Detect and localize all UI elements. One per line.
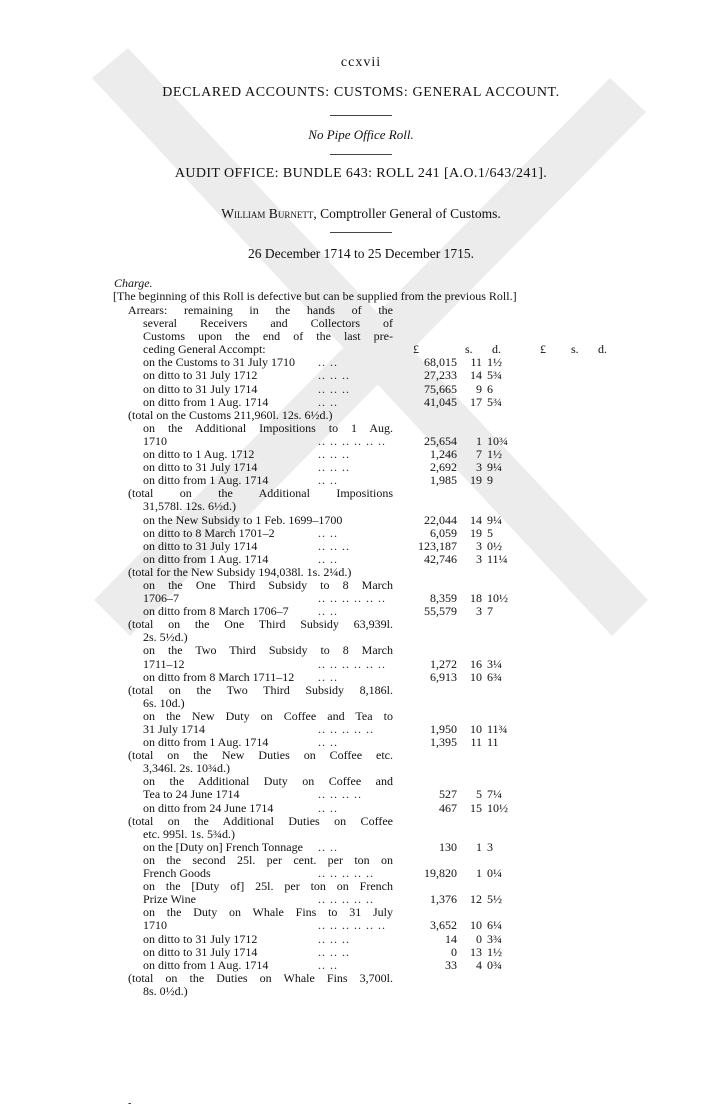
- leader-dots: .. ..: [318, 957, 338, 972]
- official-divider: [330, 232, 392, 233]
- entry-line: [0, 592, 722, 605]
- entry-line: [0, 815, 722, 828]
- entry-line: [0, 330, 722, 343]
- leader-dots: .. ..: [318, 525, 338, 540]
- amount-shillings: 14: [470, 368, 482, 383]
- entry-text: on ditto to 31 July 1714: [143, 944, 258, 959]
- amount-shillings: 3: [476, 551, 482, 566]
- amount-pence: 0½: [487, 538, 502, 553]
- entry-text: on ditto to 8 March 1701–2: [143, 525, 275, 540]
- entry-line: [0, 487, 722, 500]
- amount-pence: 11¾: [487, 722, 508, 736]
- amount-pence: 5¾: [487, 394, 502, 409]
- document-title: DECLARED ACCOUNTS: CUSTOMS: GENERAL ACCOUNT.: [162, 85, 560, 100]
- entry-text: on ditto from 1 Aug. 1714: [143, 473, 269, 488]
- amount-pounds: 1,376: [430, 892, 457, 907]
- entry-line: [0, 933, 722, 946]
- amount-pounds: 33: [445, 957, 457, 972]
- entry-line: [0, 919, 722, 932]
- entry-text: 3,346l. 2s. 10¾d.): [143, 761, 230, 776]
- entry-text: (total on the One Third Subsidy 63,939l.: [128, 618, 393, 632]
- entry-text: (total on the Customs 211,960l. 12s. 6½d.): [128, 407, 333, 422]
- leader-dots: .. ..: [318, 473, 338, 488]
- entry-text: on ditto from 8 March 1706–7: [143, 604, 289, 619]
- amount-shillings: 4: [476, 957, 482, 972]
- leader-dots: .. .. ..: [318, 368, 350, 383]
- leader-dots: .. ..: [318, 839, 338, 854]
- entry-line: [0, 369, 722, 382]
- amount-pounds: 14: [445, 931, 457, 946]
- entry-text: on the One Third Subsidy to 8 March: [143, 578, 393, 592]
- entry-line: [0, 959, 722, 972]
- amount-shillings: 11: [470, 355, 482, 370]
- amount-pounds: 3,652: [430, 918, 457, 933]
- leader-dots: .. .. .. .. .. ..: [318, 433, 386, 448]
- amount-shillings: 10: [470, 722, 482, 736]
- entry-text: etc. 995l. 1s. 5¾d.): [143, 826, 235, 841]
- amount-shillings: 3: [476, 460, 482, 475]
- amount-pence: 3¼: [487, 656, 502, 671]
- entry-text: 1706–7: [143, 591, 179, 606]
- entry-text: on the second 25l. per cent. per ton on: [143, 853, 393, 867]
- amount-pence: 11¼: [487, 551, 508, 566]
- entry-text: 8s. 0½d.): [143, 983, 188, 998]
- leader-dots: .. .. ..: [318, 931, 350, 946]
- entry-text: on ditto to 31 July 1712: [143, 931, 258, 946]
- entry-line: [0, 828, 722, 841]
- official-line: [0, 206, 722, 222]
- entry-text: 31,578l. 12s. 6½d.): [143, 499, 236, 514]
- entry-line: [0, 383, 722, 396]
- amount-shillings: 7: [476, 447, 482, 462]
- entry-line: [0, 553, 722, 566]
- leader-dots: .. ..: [318, 735, 338, 750]
- leader-dots: .. ..: [318, 394, 338, 409]
- entry-line: [0, 946, 722, 959]
- amount-pence: 9¼: [487, 460, 502, 475]
- section-heading: Charge.: [114, 276, 153, 290]
- amount-pounds: 27,233: [424, 368, 457, 383]
- leader-dots: .. .. ..: [318, 460, 350, 475]
- entry-text: on the New Subsidy to 1 Feb. 1699–1700: [143, 512, 343, 527]
- entry-text: on the Duty on Whale Fins to 31 July: [143, 906, 393, 920]
- amount-pounds: 1,950: [430, 722, 457, 736]
- entry-line: [0, 631, 722, 644]
- entry-text: Arrears: remaining in the hands of the: [128, 304, 393, 317]
- entry-text: 1710: [143, 918, 167, 933]
- amount-pence: 5: [487, 525, 493, 540]
- entry-line: [0, 802, 722, 815]
- leader-dots: .. .. ..: [318, 381, 350, 396]
- amount-pounds: 22,044: [424, 512, 457, 527]
- entry-line: [0, 671, 722, 684]
- amount-shillings: 1: [476, 866, 482, 881]
- entry-text: ceding General Accompt:: [143, 342, 266, 357]
- leader-dots: .. ..: [318, 355, 338, 370]
- currency-header-pence-2: d.: [598, 342, 607, 357]
- entry-line: [0, 985, 722, 998]
- amount-pounds: 1,272: [430, 656, 457, 671]
- amount-pence: 1½: [487, 447, 502, 462]
- currency-header-pounds-2: £: [540, 342, 546, 357]
- amount-pence: 0¾: [487, 957, 502, 972]
- entry-text: Prize Wine: [143, 892, 196, 907]
- amount-shillings: 10: [470, 669, 482, 684]
- entry-text: 31 July 1714: [143, 722, 206, 736]
- entry-text: on the Additional Duty on Coffee and: [143, 775, 393, 789]
- leader-dots: .. .. .. .. ..: [318, 892, 374, 907]
- amount-pounds: 1,246: [430, 447, 457, 462]
- entry-line: [0, 697, 722, 710]
- subtitle-divider: [330, 154, 392, 155]
- leader-dots: .. ..: [318, 604, 338, 619]
- leader-dots: .. .. ..: [318, 944, 350, 959]
- entry-line: [0, 605, 722, 618]
- leader-dots: .. ..: [318, 800, 338, 815]
- amount-shillings: 19: [470, 473, 482, 488]
- entry-text: (total for the New Subsidy 194,038l. 1s. 2¼d.): [128, 564, 352, 579]
- amount-pounds: 75,665: [424, 381, 457, 396]
- amount-pence: 0¼: [487, 866, 502, 881]
- amount-pounds: 68,015: [424, 355, 457, 370]
- entry-text: on ditto to 1 Aug. 1712: [143, 447, 255, 462]
- amount-pounds: 6,059: [430, 525, 457, 540]
- amount-pounds: 41,045: [424, 394, 457, 409]
- currency-header-pence: d.: [492, 342, 501, 357]
- entry-text: 1710: [143, 433, 167, 448]
- entry-line: [0, 304, 722, 317]
- entry-text: several Receivers and Collectors of: [143, 317, 393, 331]
- entry-line: [0, 762, 722, 775]
- currency-header-shillings: s.: [465, 342, 473, 357]
- leader-dots: .. .. .. .. ..: [318, 722, 374, 736]
- subtitle: No Pipe Office Roll.: [308, 127, 414, 142]
- leader-dots: .. .. .. .. ..: [318, 866, 374, 881]
- entry-line: [0, 356, 722, 369]
- amount-pounds: 55,579: [424, 604, 457, 619]
- amount-shillings: 1: [476, 433, 482, 448]
- entry-line: [0, 474, 722, 487]
- entry-text: on ditto from 1 Aug. 1714: [143, 957, 269, 972]
- entry-text: on ditto from 24 June 1714: [143, 800, 274, 815]
- entry-text: (total on the Duties on Whale Fins 3,700l.: [128, 971, 393, 985]
- audit-reference: AUDIT OFFICE: BUNDLE 643: ROLL 241 [A.O.1/643/241].: [174, 166, 548, 181]
- amount-pounds: 0: [451, 944, 457, 959]
- amount-pence: 1½: [487, 944, 502, 959]
- entry-line: [0, 448, 722, 461]
- amount-pounds: 8,359: [430, 591, 457, 606]
- amount-shillings: 11: [470, 735, 482, 750]
- amount-pounds: 527: [439, 787, 457, 802]
- amount-pence: 5¾: [487, 368, 502, 383]
- amount-pence: 7¼: [487, 787, 502, 802]
- entry-line: [0, 749, 722, 762]
- leader-dots: .. .. ..: [318, 538, 350, 553]
- official-name: William Burnett: [221, 206, 314, 221]
- entry-line: [0, 396, 722, 409]
- amount-pounds: 25,654: [424, 433, 457, 448]
- entry-text: (total on the Two Third Subsidy 8,186l.: [128, 683, 393, 697]
- entry-text: on ditto from 1 Aug. 1714: [143, 735, 269, 750]
- entry-line: [0, 514, 722, 527]
- entry-text: Tea to 24 June 1714: [143, 787, 240, 802]
- entry-line: [0, 540, 722, 553]
- entry-text: on ditto to 31 July 1714: [143, 460, 258, 475]
- entry-line: [0, 893, 722, 906]
- currency-header-pounds: £: [413, 342, 419, 357]
- account-period: 26 December 1714 to 25 December 1715.: [247, 246, 475, 261]
- account-entries: [0, 304, 722, 998]
- amount-pence: 6: [487, 381, 493, 396]
- amount-pounds: 467: [439, 800, 457, 815]
- entry-text: 2s. 5½d.): [143, 630, 188, 645]
- entry-text: 6s. 10d.): [143, 695, 185, 710]
- leader-dots: .. .. .. ..: [318, 787, 362, 802]
- entry-text: on the Additional Impositions to 1 Aug.: [143, 421, 393, 435]
- entry-text: (total on the Additional Duties on Coffee: [128, 814, 393, 828]
- amount-shillings: 9: [476, 381, 482, 396]
- entry-line: [0, 422, 722, 435]
- official-title: , Comptroller General of Customs.: [313, 206, 501, 221]
- entry-line: [0, 723, 722, 736]
- amount-shillings: 19: [470, 525, 482, 540]
- amount-pence: 3: [487, 839, 493, 854]
- amount-shillings: 16: [470, 656, 482, 671]
- entry-text: on ditto from 1 Aug. 1714: [143, 394, 269, 409]
- amount-shillings: 12: [470, 892, 482, 907]
- entry-line: [0, 618, 722, 631]
- amount-shillings: 18: [470, 591, 482, 606]
- amount-pence: 6¾: [487, 669, 502, 684]
- entry-line: [0, 788, 722, 801]
- amount-pence: 10¾: [487, 433, 508, 448]
- entry-line: [0, 409, 722, 422]
- amount-shillings: 1: [476, 839, 482, 854]
- amount-pounds: 130: [439, 839, 457, 854]
- amount-pence: 9¼: [487, 512, 502, 527]
- leader-dots: .. .. .. .. .. ..: [318, 656, 386, 671]
- entry-line: [0, 317, 722, 330]
- amount-pence: 1½: [487, 355, 502, 370]
- entry-text: (total on the New Duties on Coffee etc.: [128, 749, 393, 763]
- entry-text: on ditto to 31 July 1714: [143, 381, 258, 396]
- entry-text: on the [Duty on] French Tonnage: [143, 839, 303, 854]
- entry-line: [0, 658, 722, 671]
- entry-text: on ditto from 8 March 1711–12: [143, 669, 295, 684]
- amount-pence: 10½: [487, 591, 508, 606]
- entry-text: on ditto from 1 Aug. 1714: [143, 551, 269, 566]
- entry-text: French Goods: [143, 866, 211, 881]
- amount-pounds: 1,395: [430, 735, 457, 750]
- amount-pounds: 6,913: [430, 669, 457, 684]
- amount-pounds: 19,820: [424, 866, 457, 881]
- amount-pence: 10½: [487, 800, 508, 815]
- editorial-note: [The beginning of this Roll is defective but can be supplied from the previous Roll.]: [113, 289, 517, 303]
- amount-pounds: 123,187: [418, 538, 457, 553]
- currency-header-shillings-2: s.: [571, 342, 579, 357]
- leader-dots: .. .. .. .. .. ..: [318, 591, 386, 606]
- entry-line: [0, 566, 722, 579]
- entry-line: [0, 841, 722, 854]
- entry-text: on the New Duty on Coffee and Tea to: [143, 709, 393, 723]
- entry-text: on the Customs to 31 July 1710: [143, 355, 296, 370]
- entry-line: [0, 736, 722, 749]
- amount-pounds: 2,692: [430, 460, 457, 475]
- amount-shillings: 14: [470, 512, 482, 527]
- entry-line: [0, 435, 722, 448]
- entry-text: 1711–12: [143, 656, 185, 671]
- entry-line: [0, 527, 722, 540]
- amount-pence: 7: [487, 604, 493, 619]
- amount-pounds: 1,985: [430, 473, 457, 488]
- amount-shillings: 10: [470, 918, 482, 933]
- amount-shillings: 15: [470, 800, 482, 815]
- entry-text: Customs upon the end of the last pre-: [143, 330, 393, 344]
- leader-dots: .. .. ..: [318, 447, 350, 462]
- amount-shillings: 3: [476, 604, 482, 619]
- amount-shillings: 0: [476, 931, 482, 946]
- amount-shillings: 17: [470, 394, 482, 409]
- amount-shillings: 13: [470, 944, 482, 959]
- entry-text: on the [Duty of] 25l. per ton on French: [143, 880, 393, 894]
- amount-pence: 6¼: [487, 918, 502, 933]
- amount-shillings: 3: [476, 538, 482, 553]
- entry-text: (total on the Additional Impositions: [128, 487, 393, 501]
- amount-pence: 5½: [487, 892, 502, 907]
- footer-mark: -: [128, 1098, 132, 1109]
- entry-line: [0, 972, 722, 985]
- entry-line: [0, 461, 722, 474]
- page-number: ccxvii: [340, 55, 382, 70]
- entry-line: [0, 644, 722, 657]
- amount-pence: 9: [487, 473, 493, 488]
- amount-pence: 11: [487, 735, 499, 750]
- amount-shillings: 5: [476, 787, 482, 802]
- leader-dots: .. ..: [318, 669, 338, 684]
- amount-pounds: 42,746: [424, 551, 457, 566]
- title-divider: [330, 115, 392, 116]
- leader-dots: .. ..: [318, 551, 338, 566]
- entry-line: [0, 343, 722, 356]
- entry-text: on ditto to 31 July 1714: [143, 538, 258, 553]
- amount-pence: 3¾: [487, 931, 502, 946]
- entry-line: [0, 867, 722, 880]
- entry-line: [0, 684, 722, 697]
- leader-dots: .. .. .. .. .. ..: [318, 918, 386, 933]
- entry-text: on the Two Third Subsidy to 8 March: [143, 644, 393, 658]
- entry-text: on ditto to 31 July 1712: [143, 368, 258, 383]
- entry-line: [0, 500, 722, 513]
